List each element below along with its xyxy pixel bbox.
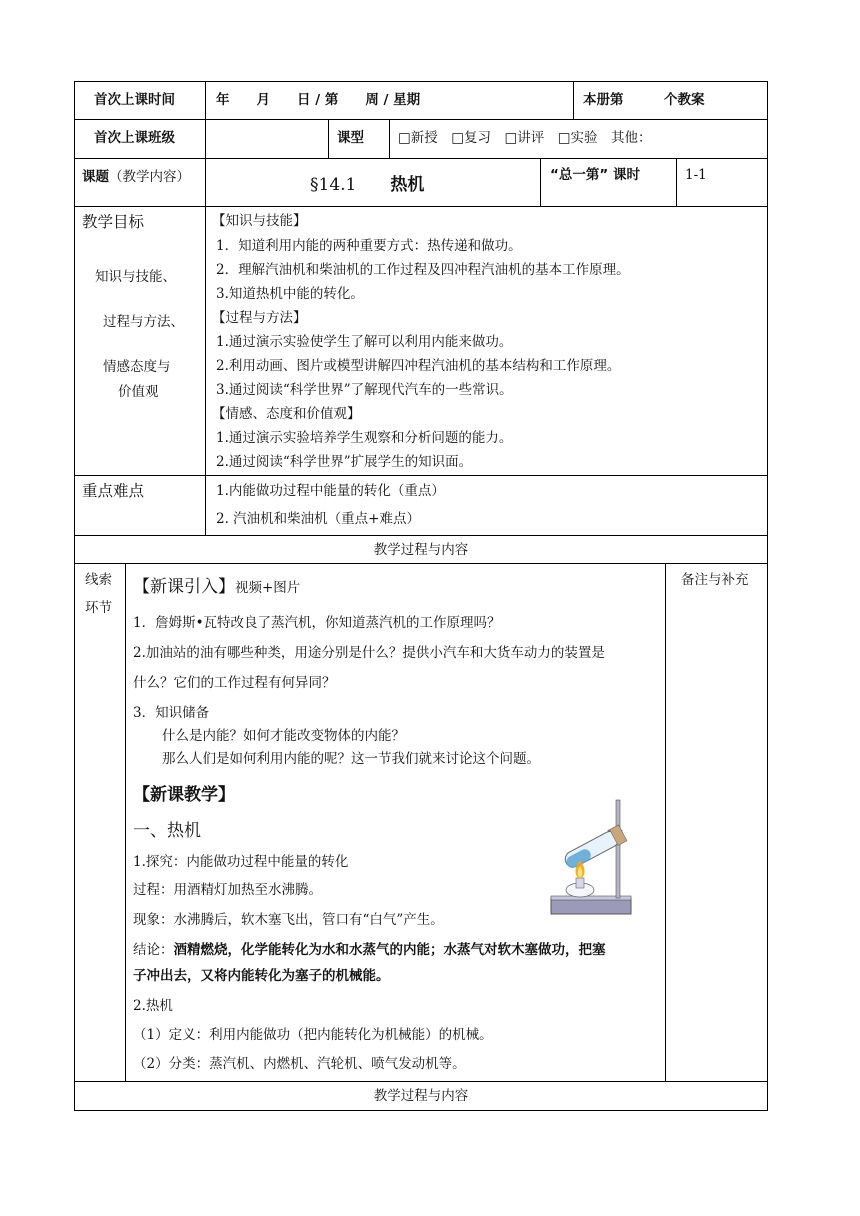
- knowledge-line-2: 2．理解汽油机和柴油机的工作过程及四冲程汽油机的基本工作原理。: [216, 262, 630, 278]
- clue-label-2: 环节: [85, 600, 112, 616]
- lesson-type-label: 课型: [337, 130, 364, 146]
- knowledge-line-1: 1．知道利用内能的两种重要方式：热传递和做功。: [216, 238, 522, 254]
- process-line-2: 2.利用动画、图片或模型讲解四冲程汽油机的基本结构和工作原理。: [216, 358, 621, 374]
- heat-engine-heading: 2.热机: [133, 998, 173, 1014]
- table-border: [676, 158, 677, 206]
- intro-q3-a: 什么是内能？如何才能改变物体的内能？: [162, 728, 405, 744]
- objectives-label: 教学目标: [82, 213, 145, 231]
- conclusion-line-1: [133, 941, 606, 959]
- table-border: [125, 563, 126, 1081]
- intro-heading-note: 视频+图片: [235, 580, 301, 596]
- topic-label-bold: 课题: [82, 169, 109, 185]
- table-border: [389, 119, 390, 158]
- conclusion-prefix: 结论：: [133, 942, 174, 958]
- emotion-line-1: 1.通过演示实验培养学生观察和分析问题的能力。: [216, 430, 513, 446]
- knowledge-line-3: 3.知道热机中能的转化。: [216, 286, 364, 302]
- objectives-sub-1: 知识与技能、: [95, 269, 176, 285]
- table-border: [665, 563, 666, 1081]
- intro-q1: 1．詹姆斯•瓦特改良了蒸汽机，你知道蒸汽机的工作原理吗？: [133, 615, 501, 631]
- section-name: 热机: [390, 175, 425, 195]
- experiment-apparatus-illustration: [548, 798, 648, 920]
- table-border: [540, 158, 541, 206]
- emotion-heading: 【情感、态度和价值观】: [212, 406, 361, 422]
- intro-heading-title: 【新课引入】: [133, 577, 235, 597]
- key-points-label: 重点难点: [82, 482, 145, 500]
- table-border: [205, 81, 206, 535]
- conclusion-line-2: 子冲出去，又将内能转化为塞子的机械能。: [133, 968, 390, 984]
- procedure-line: 过程：用酒精灯加热至水沸腾。: [133, 882, 322, 898]
- topic-label-note: （教学内容）: [109, 169, 190, 185]
- first-class-label: 首次上课班级: [94, 130, 175, 146]
- clue-label-1: 线索: [85, 572, 112, 588]
- objectives-sub-4: 价值观: [118, 384, 159, 400]
- table-border: [74, 475, 768, 476]
- process-line-1: 1.通过演示实验使学生了解可以利用内能来做功。: [216, 334, 513, 350]
- notes-label: 备注与补充: [681, 572, 749, 588]
- conclusion-bold-1: 酒精燃烧，化学能转化为水和水蒸气的内能；水蒸气对软木塞做功，把塞: [173, 942, 606, 958]
- date-week-fields: 年 月 日 / 第 周 / 星期: [216, 92, 421, 108]
- intro-q2-b: 什么？它们的工作过程有何异同？: [133, 675, 336, 691]
- process-heading: 【过程与方法】: [212, 310, 307, 326]
- explore-line: 1.探究：内能做功过程中能量的转化: [133, 854, 349, 870]
- classification-line: （2）分类：蒸汽机、内燃机、汽轮机、喷气发动机等。: [133, 1056, 466, 1072]
- table-border: [328, 119, 329, 158]
- table-border: [74, 1110, 768, 1111]
- objectives-sub-3: 情感态度与: [103, 359, 171, 375]
- process-line-3: 3.通过阅读“科学世界”了解现代汽车的一些常识。: [216, 382, 513, 398]
- objectives-sub-2: 过程与方法、: [103, 314, 184, 330]
- new-lesson-heading: 【新课教学】: [133, 785, 235, 805]
- intro-heading: [133, 576, 300, 598]
- plan-number-field: 本册第 个教案: [583, 92, 705, 108]
- table-border: [74, 535, 768, 536]
- table-border: [74, 81, 75, 1111]
- definition-line: （1）定义：利用内能做功（把内能转化为机械能）的机械。: [133, 1027, 493, 1043]
- table-border: [74, 119, 768, 120]
- table-border: [74, 563, 768, 564]
- table-border: [767, 81, 768, 1111]
- period-label: “总一第” 课时: [550, 167, 640, 183]
- first-class-time-label: 首次上课时间: [94, 92, 175, 108]
- intro-q3-b: 那么人们是如何利用内能的呢？这一节我们就来讨论这个问题。: [162, 751, 540, 767]
- key-point-1: 1.内能做功过程中能量的转化（重点）: [216, 483, 445, 499]
- section-number: §14.1: [310, 175, 357, 195]
- section-one-heading: 一、热机: [133, 821, 201, 841]
- table-border: [74, 1081, 768, 1082]
- table-border: [74, 158, 768, 159]
- section-title: [310, 174, 424, 196]
- key-point-2: 2. 汽油机和柴油机（重点+难点）: [216, 511, 420, 527]
- intro-q2-a: 2.加油站的油有哪些种类，用途分别是什么？提供小汽车和大货车动力的装置是: [133, 645, 605, 661]
- intro-q3: 3．知识储备: [133, 705, 210, 721]
- period-value: 1-1: [685, 167, 707, 183]
- knowledge-heading: 【知识与技能】: [212, 213, 307, 229]
- process-header-continued: 教学过程与内容: [373, 1088, 469, 1104]
- table-border: [74, 81, 768, 82]
- emotion-line-2: 2.通过阅读“科学世界”扩展学生的知识面。: [216, 454, 473, 470]
- process-header: 教学过程与内容: [373, 542, 469, 558]
- table-border: [74, 206, 768, 207]
- topic-label: [82, 168, 190, 186]
- phenomenon-line: 现象：水沸腾后，软木塞飞出，管口有“白气”产生。: [133, 912, 444, 928]
- lesson-type-options: □新授 □复习 □讲评 □实验 其他：: [398, 130, 652, 146]
- table-border: [573, 81, 574, 119]
